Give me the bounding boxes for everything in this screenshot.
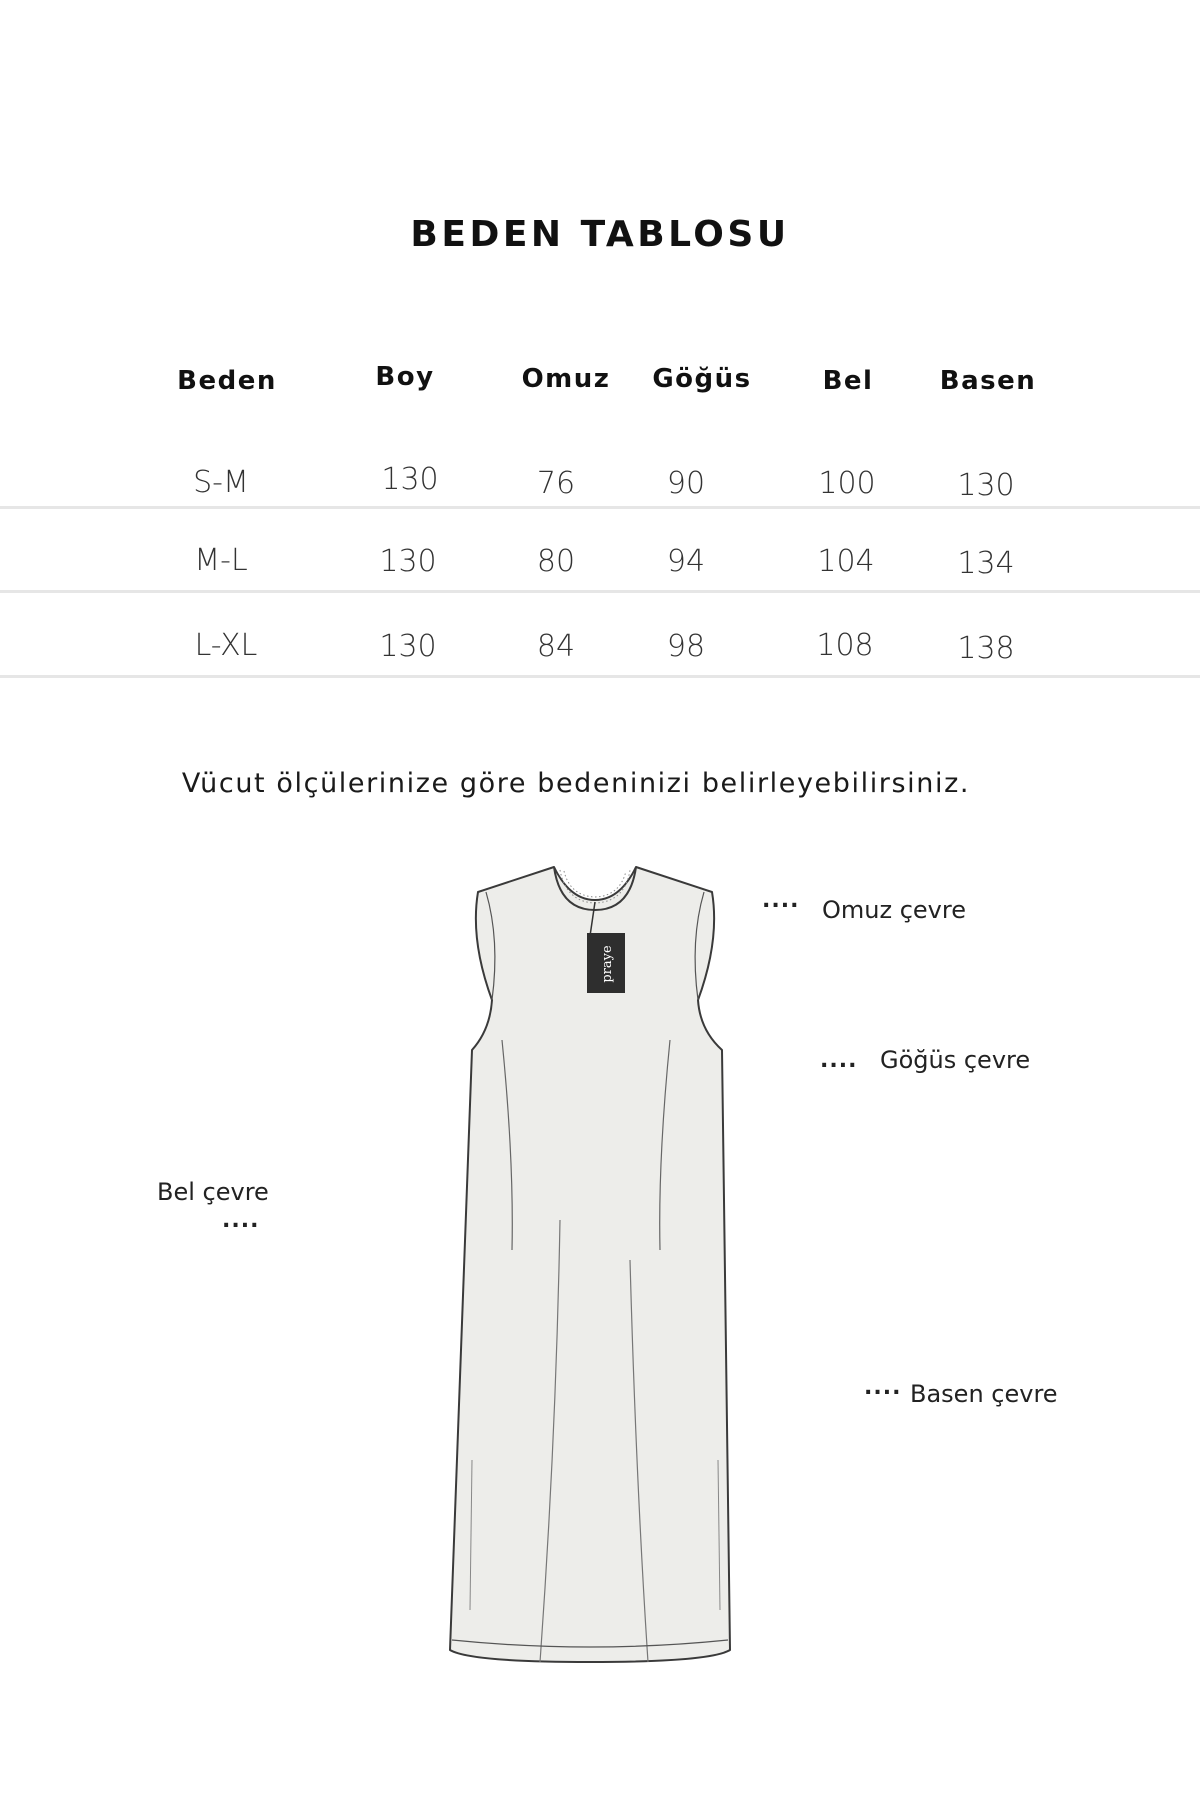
cell-size: M-L <box>194 543 248 578</box>
label-bel: Bel çevre <box>157 1178 269 1206</box>
cell-omuz: 80 <box>536 544 576 579</box>
gogus-dots: .... <box>820 1048 858 1073</box>
col-header-bel: Bel <box>822 366 874 396</box>
cell-size: L-XL <box>194 628 258 663</box>
col-header-basen: Basen <box>939 366 1037 396</box>
fit-note: Vücut ölçülerinize göre bedeninizi belirleyebilirsiniz. <box>181 768 971 799</box>
cell-gogus: 98 <box>666 629 706 664</box>
cell-bel: 104 <box>817 544 875 579</box>
label-gogus: Göğüs çevre <box>880 1046 1031 1074</box>
page-title: BEDEN TABLOSU <box>410 214 790 255</box>
col-header-gogus: Göğüs <box>652 364 752 394</box>
label-omuz: Omuz çevre <box>822 896 966 924</box>
col-header-beden: Beden <box>177 366 277 396</box>
cell-boy: 130 <box>381 462 439 497</box>
col-header-boy: Boy <box>375 362 435 392</box>
cell-size: S-M <box>193 465 249 500</box>
row-divider <box>0 675 1200 678</box>
cell-gogus: 90 <box>666 466 706 501</box>
cell-boy: 130 <box>379 544 437 579</box>
basen-dots: .... <box>864 1375 902 1400</box>
cell-omuz: 76 <box>536 466 576 501</box>
row-divider <box>0 590 1200 593</box>
cell-basen: 138 <box>957 631 1015 666</box>
label-basen: Basen çevre <box>910 1380 1058 1408</box>
brand-tag-text: praye <box>600 945 615 983</box>
cell-bel: 108 <box>816 628 874 663</box>
cell-boy: 130 <box>379 629 437 664</box>
col-header-omuz: Omuz <box>521 364 611 394</box>
cell-bel: 100 <box>818 466 876 501</box>
row-divider <box>0 506 1200 509</box>
omuz-dots: .... <box>762 888 800 913</box>
bel-dots: .... <box>222 1208 260 1233</box>
cell-basen: 130 <box>957 468 1015 503</box>
dress-illustration <box>430 840 750 1670</box>
cell-basen: 134 <box>957 546 1015 581</box>
cell-omuz: 84 <box>536 629 576 664</box>
cell-gogus: 94 <box>666 544 706 579</box>
